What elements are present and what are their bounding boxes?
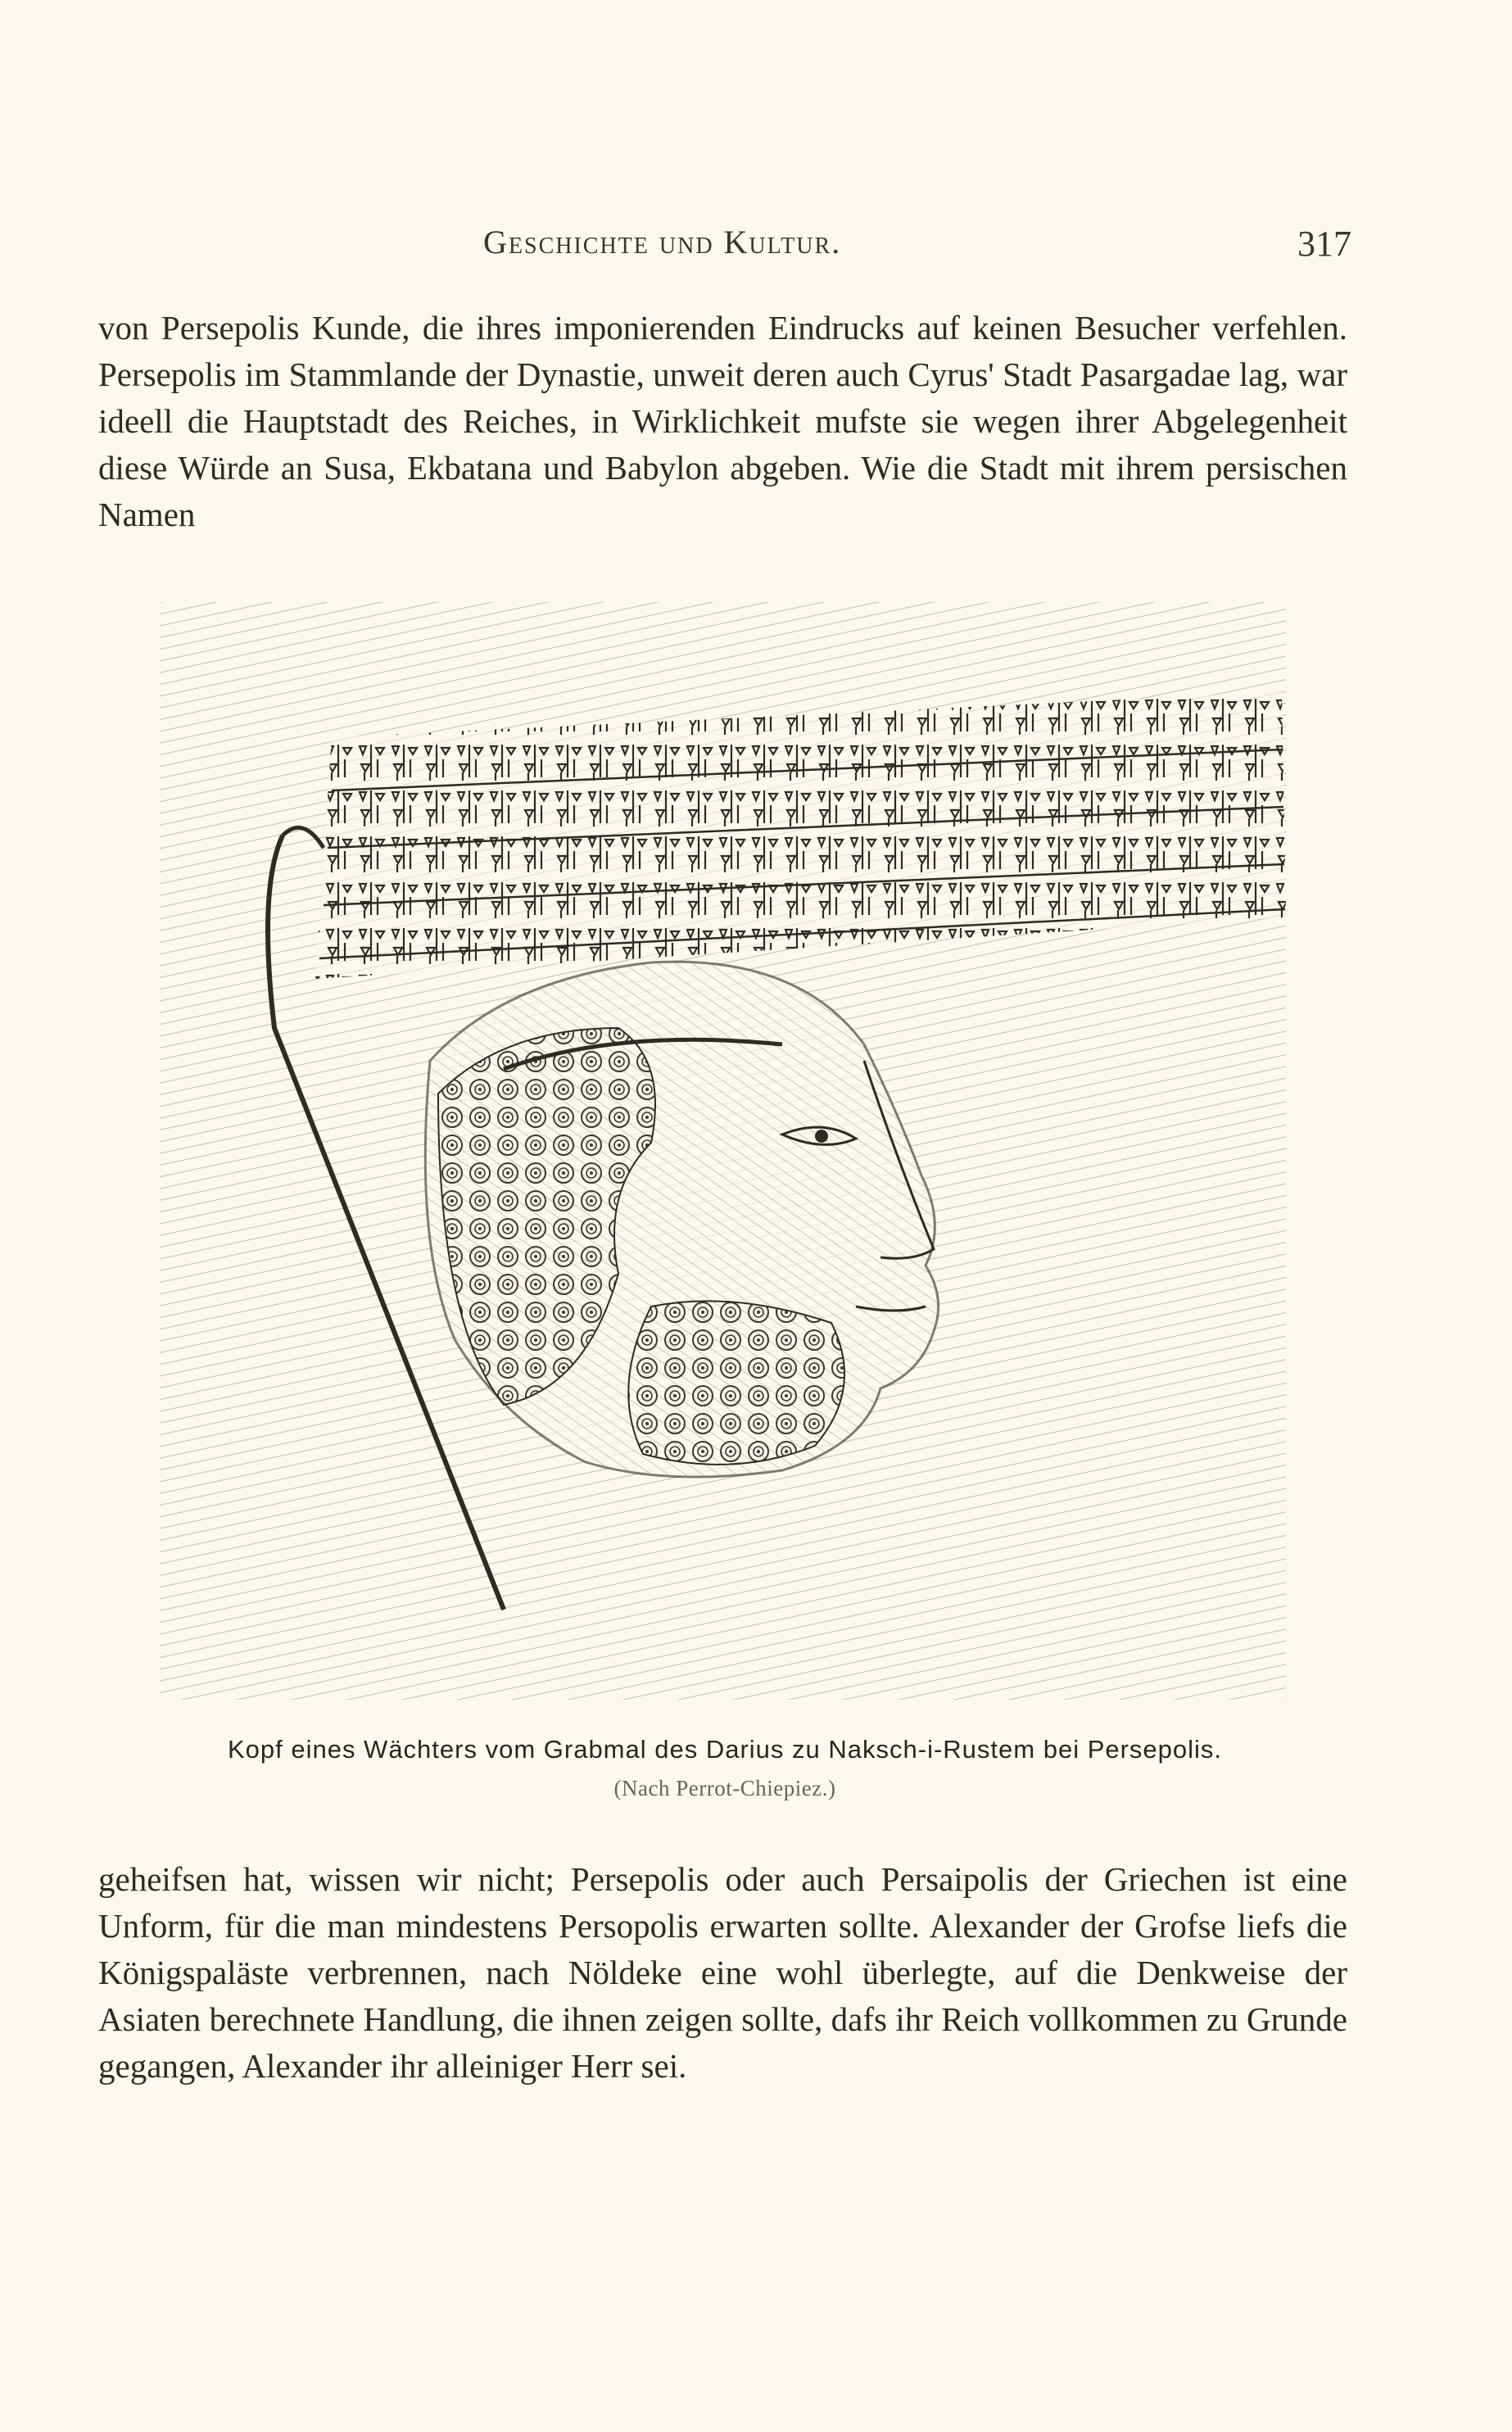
paragraph-bottom: geheifsen hat, wissen wir nicht; Persepolis oder auch Persaipolis der Griechen ist eine Unform, für die man mindestens Persopolis erwarten sollte. Alexander der Grofse liefs die Königspaläste verbrennen, nach Nöldeke eine wohl überlegte, auf die Denkweise der Asiaten berechnete Handlung, die ihnen zeigen sollte, dafs ihr Reich vollkommen zu Grunde gegangen, Alexander ihr alleiniger Herr sei. [98,1860,1347,2085]
running-head: Geschichte und Kultur. [483,224,842,260]
engraving-illustration [160,602,1286,1700]
paragraph-top: von Persepolis Kunde, die ihres imponierenden Eindrucks auf keinen Besucher verfehlen. Persepolis im Stammlande der Dynastie, unweit deren auch Cyrus' Stadt Pasargadae lag, war ideell die Hauptstadt des Reiches, in Wirklichkeit mufste sie wegen ihrer Abgelegenheit diese Würde an Susa, Ekbatana und Babylon abgeben. Wie die Stadt mit ihrem persischen Namen [98,309,1347,533]
page-number: 317 [1297,224,1351,264]
guardian-head [425,962,938,1477]
figure-caption: Kopf eines Wächters vom Grabmal des Darius zu Naksch-i-Rustem bei Persepolis. [227,1735,1223,1764]
page-header [98,223,1351,280]
figure-credit: (Nach Perrot-Chiepiez.) [613,1776,836,1800]
